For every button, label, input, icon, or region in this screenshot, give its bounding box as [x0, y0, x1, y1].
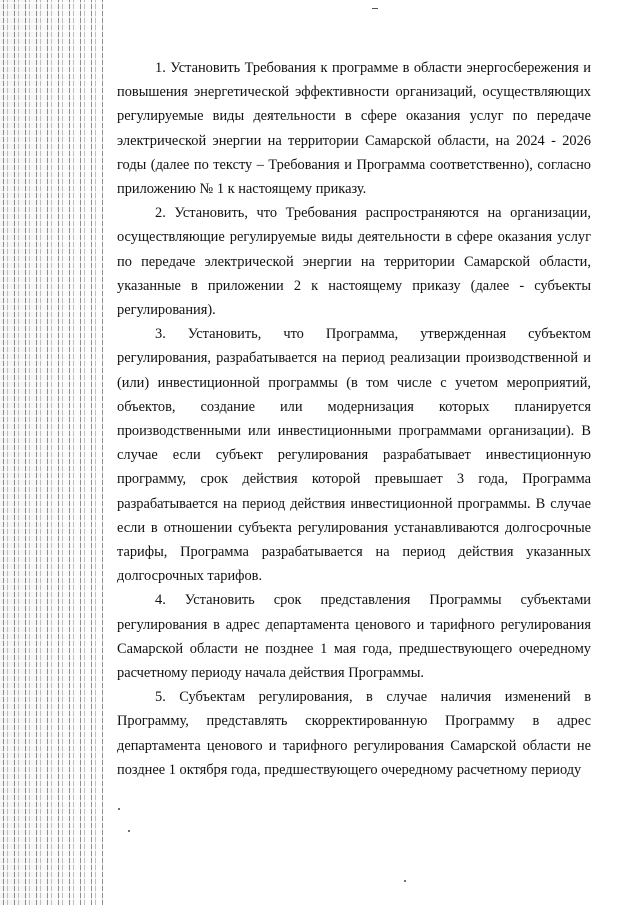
paragraph-2: 2. Установить, что Требования распространяются на организации, осуществляющие регулируемые виды деятельности в сфере оказания услуг по передаче электрической энергии на территории Самарской области, указанные в приложении 2 к настоящему приказу (далее - субъекты регулирования). — [117, 205, 591, 319]
paragraph-1: 1. Установить Требования к программе в области энергосбережения и повышения энергетической эффективности организаций, осуществляющих регулируемые виды деятельности в сфере оказания услуг по передаче электрической энергии на территории Самарской области, на 2024 - 2026 годы (далее по тексту – Требования и Программа соответственно), согласно приложению № 1 к настоящему приказу. — [117, 60, 591, 198]
scan-speck — [118, 808, 120, 810]
paragraph-3: 3. Установить, что Программа, утвержденная субъектом регулирования, разрабатывается на период реализации производственной и (или) инвестиционной программы (в том числе с учетом мероприятий, объектов, создание или модернизация которых планируется производственными или инвестиционными программами организации). В случае если субъект регулирования разрабатывает инвестиционную программу, срок действия которой превышает 3 года, Программа разрабатывается на период действия инвестиционной программы. В случае если в отношении субъекта регулирования устанавливаются долгосрочные тарифы, Программа разрабатывается на период действия указанных долгосрочных тарифов. — [117, 326, 591, 585]
scan-speck — [128, 830, 130, 832]
document-body — [117, 56, 591, 782]
scan-binding-texture — [0, 0, 104, 905]
paragraph-5: 5. Субъектам регулирования, в случае наличия изменений в Программу, представлять скорректированную Программу в адрес департамента ценового и тарифного регулирования Самарской области не позднее 1 октября года, предшествующего очередному расчетному периоду — [117, 689, 591, 778]
page-mark — [372, 8, 378, 9]
scan-speck — [404, 880, 406, 882]
paragraph-4: 4. Установить срок представления Программы субъектами регулирования в адрес департамента ценового и тарифного регулирования Самарской области не позднее 1 мая года, предшествующего очередному расчетному периоду начала действия Программы. — [117, 592, 591, 682]
